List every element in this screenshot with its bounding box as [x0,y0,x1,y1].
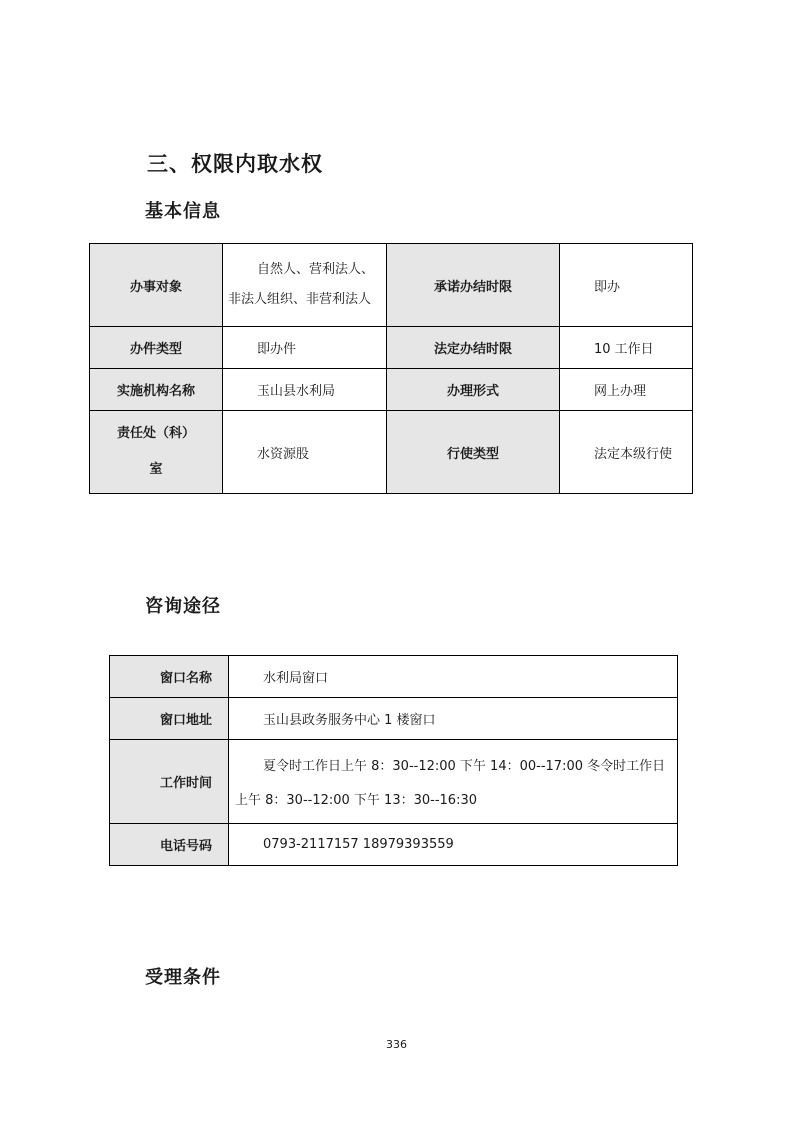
table-row [90,369,693,411]
consult-heading: 咨询途径 [145,596,221,617]
label-cell: 窗口地址 [110,698,229,740]
value-cell: 法定本级行使 [560,411,693,494]
table-row [110,698,678,740]
table-row [90,411,693,494]
label-cell: 工作时间 [110,740,229,824]
consult-table [109,655,678,866]
value-cell: 水资源股 [223,411,387,494]
table-row [90,327,693,369]
table-row [110,656,678,698]
value-cell [223,244,387,327]
label-cell [90,411,223,494]
page-number: 336 [386,1038,407,1051]
basic-info-heading: 基本信息 [145,201,221,222]
label-cell: 法定办结时限 [387,327,560,369]
label-cell: 窗口名称 [110,656,229,698]
label-cell: 办件类型 [90,327,223,369]
value-cell: 即办 [560,244,693,327]
value-cell [229,740,678,824]
value-cell: 水利局窗口 [229,656,678,698]
section-title: 三、权限内取水权 [147,152,323,176]
label-cell: 承诺办结时限 [387,244,560,327]
table-row [110,740,678,824]
label-line: 责任处（科） [116,426,195,441]
value-line: 夏令时工作日上午 8：30--12:00 下午 14：00--17:00 冬令时工作日 [263,758,666,774]
label-line: 室 [149,462,163,477]
label-cell: 办理形式 [387,369,560,411]
value-cell: 即办件 [223,327,387,369]
value-line: 自然人、营利法人、 [257,262,375,277]
value-cell: 网上办理 [560,369,693,411]
value-cell: 0793-2117157 18979393559 [229,824,678,866]
value-cell: 玉山县水利局 [223,369,387,411]
table-row [110,824,678,866]
label-cell: 电话号码 [110,824,229,866]
label-cell: 办事对象 [90,244,223,327]
conditions-heading: 受理条件 [145,967,221,988]
label-cell: 行使类型 [387,411,560,494]
value-line: 非法人组织、非营利法人 [228,292,372,307]
value-cell: 玉山县政务服务中心 1 楼窗口 [229,698,678,740]
basic-info-table [89,243,693,494]
value-line: 上午 8：30--12:00 下午 13：30--16:30 [235,792,477,808]
table-row [90,244,693,327]
value-cell: 10 工作日 [560,327,693,369]
label-cell: 实施机构名称 [90,369,223,411]
